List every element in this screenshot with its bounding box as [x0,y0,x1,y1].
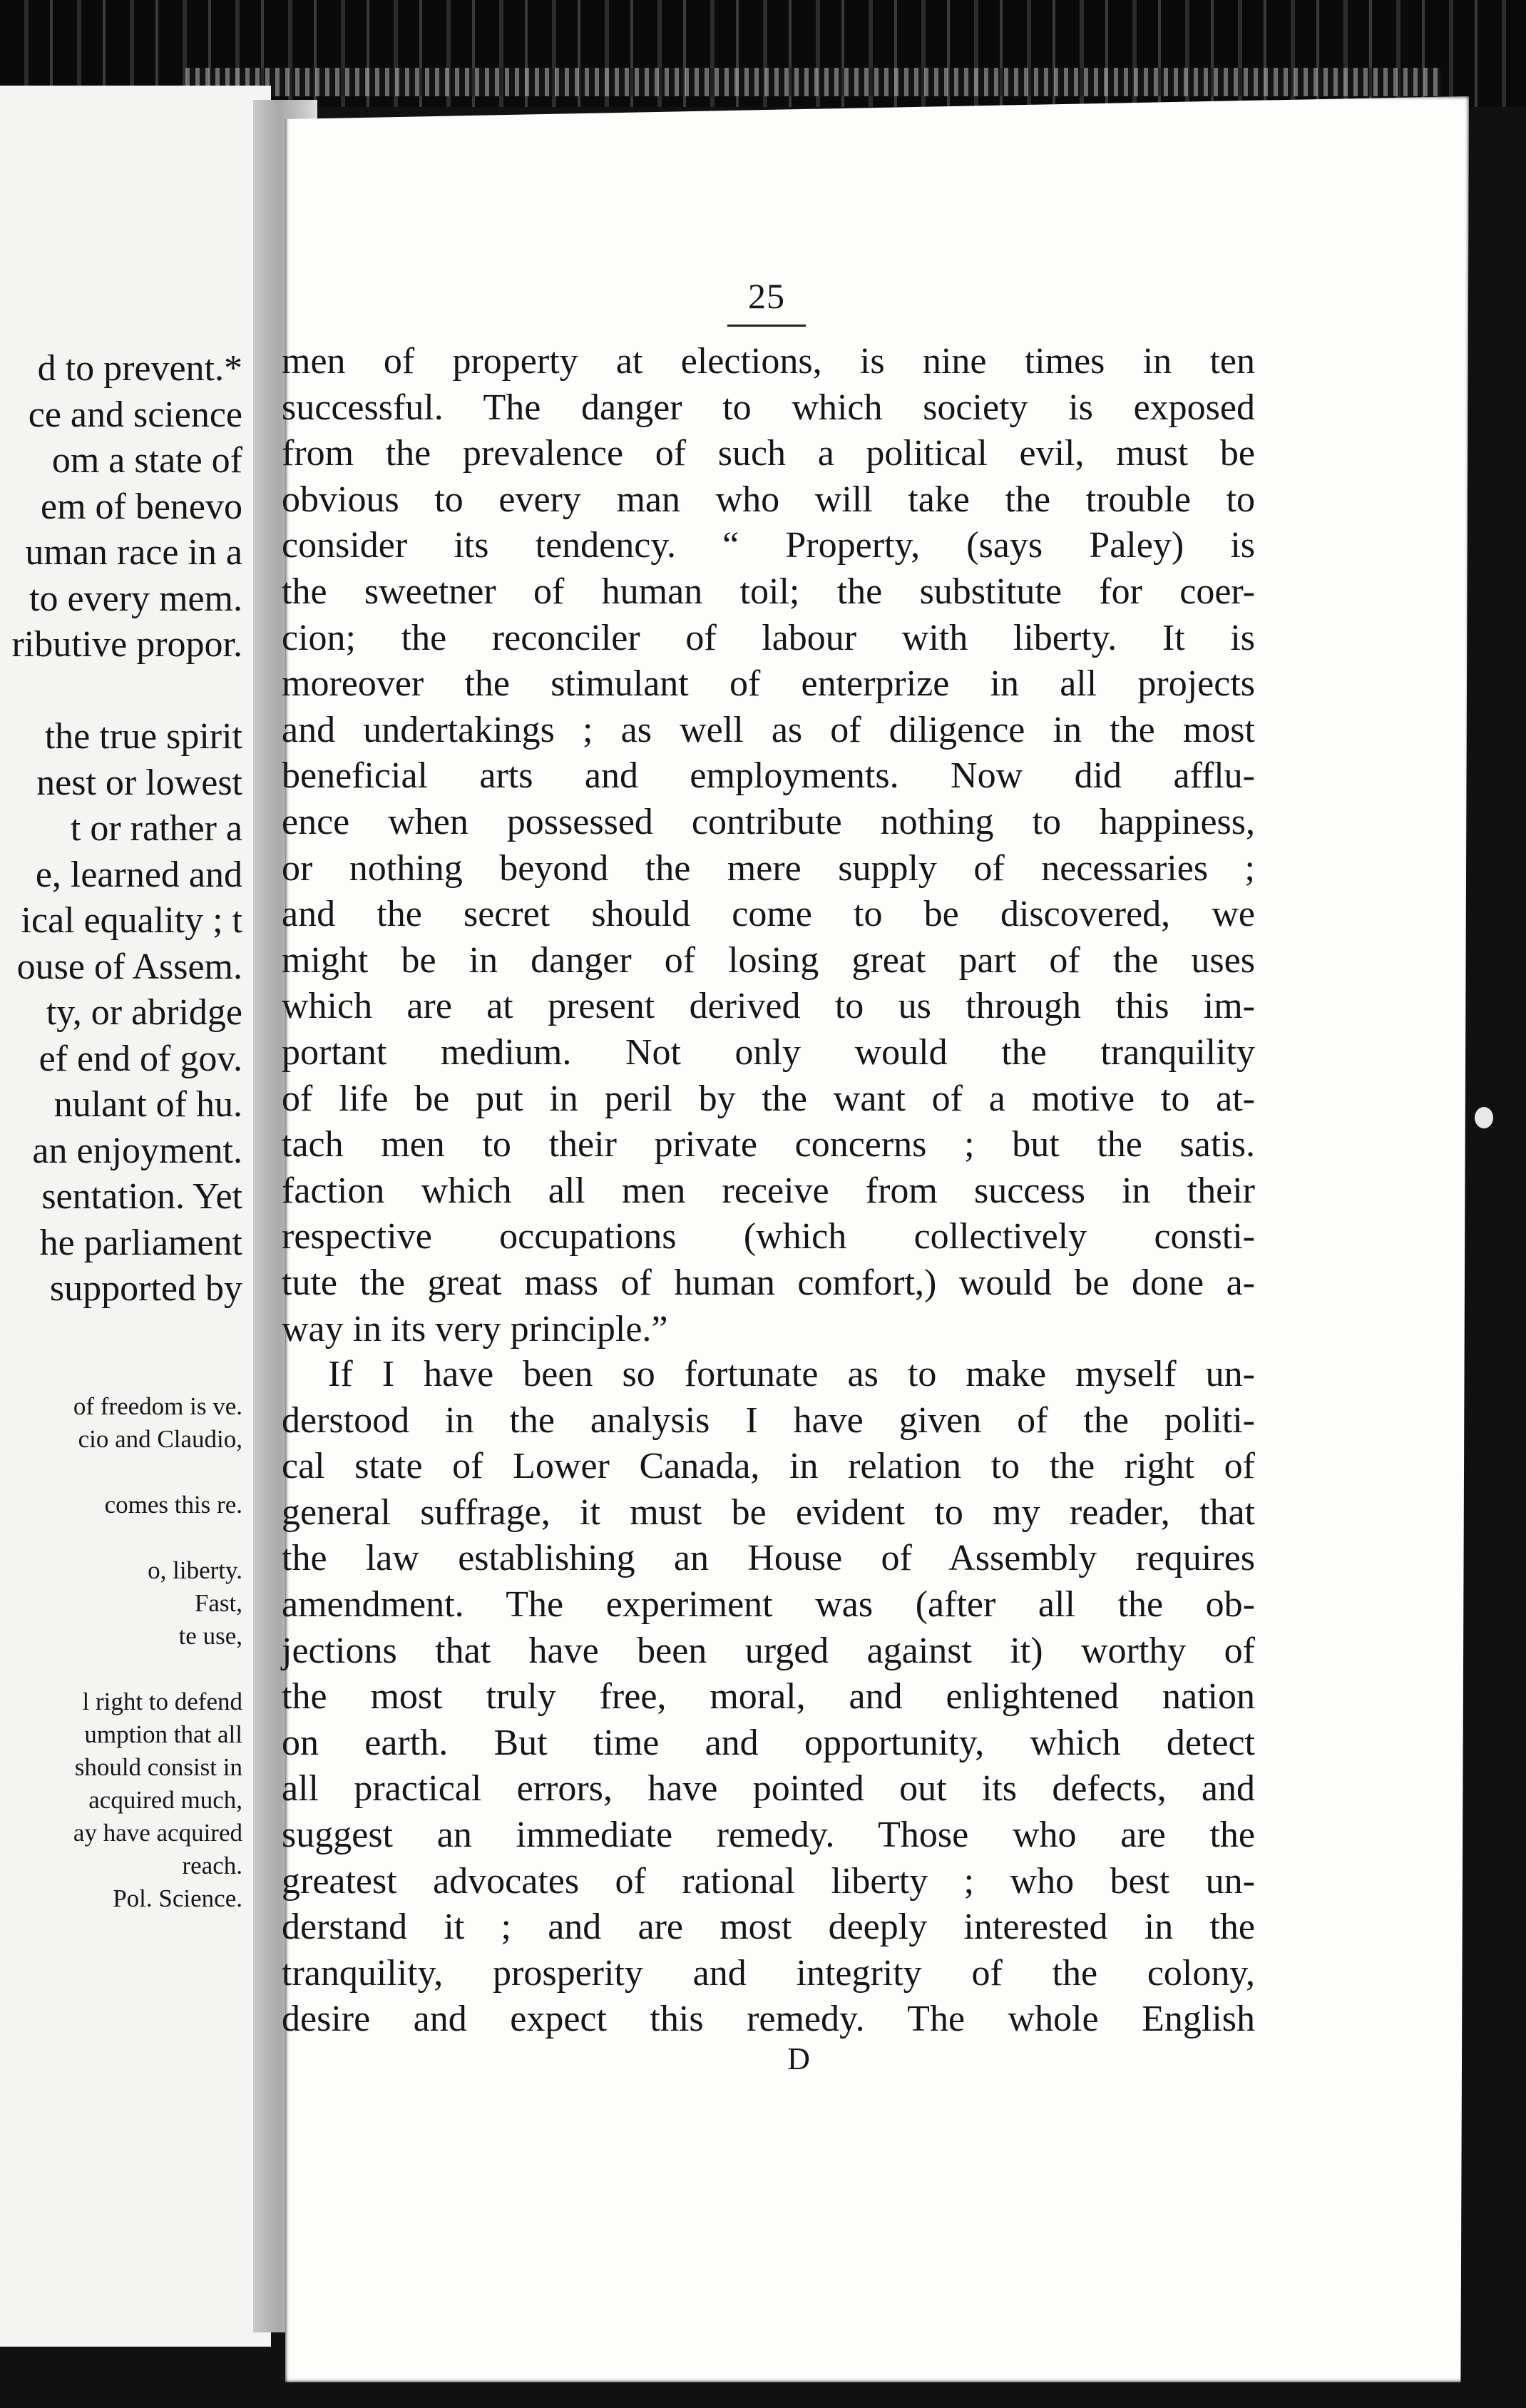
text-line: of life be put in peril by the want of a motive to at- [282,1078,1255,1119]
facing-page-line: sentation. Yet [41,1176,242,1217]
facing-page-line: supported by [49,1268,242,1309]
text-line: or nothing beyond the mere supply of necessaries ; [282,847,1255,889]
facing-page-line: nulant of hu. [53,1084,242,1125]
signature-mark: D [787,2041,810,2076]
text-line: way in its very principle.” [282,1308,668,1350]
text-line: consider its tendency. “ Property, (says Paley) is [282,525,1255,566]
facing-page-note: comes this re. [104,1491,242,1519]
text-line: cion; the reconciler of labour with liberty. It is [282,617,1255,658]
facing-page-note: acquired much, [88,1786,242,1814]
facing-page-line: ce and science [28,394,242,435]
text-line: derstood in the analysis I have given of the politi- [282,1399,1255,1441]
facing-page-line: om a state of [51,440,242,481]
facing-page-line: d to prevent.* [37,348,242,389]
text-line: all practical errors, have pointed out its defects, and [282,1768,1255,1810]
text-line: portant medium. Not only would the tranquility [282,1032,1255,1073]
page-number-rule [727,325,806,327]
text-line: If I have been so fortunate as to make myself un- [328,1354,1255,1394]
facing-page-line: t or rather a [70,808,242,849]
text-line: respective occupations (which collectively consti- [282,1216,1255,1257]
text-line: suggest an immediate remedy. Those who are the [282,1815,1255,1855]
facing-page-note: ay have acquired [73,1819,242,1847]
facing-page-note: of freedom is ve. [73,1392,242,1420]
facing-page-note: o, liberty. [148,1556,242,1584]
facing-page-line: an enjoyment. [32,1130,242,1171]
facing-page-line: em of benevo [40,486,242,527]
facing-page-note: te use, [178,1622,242,1650]
facing-page-line: uman race in a [25,532,242,573]
page-number: 25 [748,276,785,316]
text-line: the law establishing an House of Assembly requires [282,1538,1255,1579]
facing-page-left [0,86,271,2347]
facing-page-note: cio and Claudio, [78,1425,242,1453]
text-line: and the secret should come to be discovered, we [282,894,1255,935]
facing-page-line: ributive propor. [11,624,242,665]
facing-page-note: umption that all [84,1720,242,1748]
facing-page-line: nest or lowest [36,762,242,803]
facing-page-line: the true spirit [44,716,242,757]
text-line: and undertakings ; as well as of diligence in the most [282,709,1255,750]
text-line: cal state of Lower Canada, in relation to the right of [282,1446,1255,1487]
text-line: tranquility, prosperity and integrity of the colony, [282,1952,1255,1994]
facing-page-line: ouse of Assem. [16,946,242,987]
text-line: on earth. But time and opportunity, which detect [282,1722,1255,1763]
text-line: might be in danger of losing great part of the uses [282,939,1255,981]
facing-page-line: e, learned and [35,854,242,895]
text-line: moreover the stimulant of enterprize in all projects [282,663,1255,705]
facing-page-line: to every mem. [29,578,242,619]
facing-page-line: ical equality ; t [21,900,242,941]
text-line: derstand it ; and are most deeply interested in the [282,1907,1255,1948]
text-line: amendment. The experiment was (after all the ob- [282,1584,1255,1625]
text-line: men of property at elections, is nine times in ten [282,341,1255,382]
text-line: ence when possessed contribute nothing to happiness, [282,802,1255,842]
facing-page-line: ty, or abridge [46,992,242,1033]
text-line: desire and expect this remedy. The whole English [282,1999,1255,2040]
text-line: faction which all men receive from success in their [282,1170,1255,1211]
text-line: tach men to their private concerns ; but the satis. [282,1124,1255,1165]
text-line: beneficial arts and employments. Now did afflu- [282,755,1255,797]
facing-page-note: l right to defend [82,1688,242,1715]
facing-page-line: ef end of gov. [39,1038,242,1079]
facing-page-note: Fast, [194,1589,242,1617]
text-line: general suffrage, it must be evident to my reader, that [282,1491,1255,1533]
text-line: greatest advocates of rational liberty ; who best un- [282,1860,1255,1902]
text-line: tute the great mass of human comfort,) would be done a- [282,1262,1255,1303]
facing-page-line: he parliament [39,1222,242,1263]
text-line: jections that have been urged against it) worthy of [282,1630,1255,1671]
text-line: obvious to every man who will take the trouble to [282,479,1255,520]
paper-speck [1475,1107,1493,1128]
text-line: the most truly free, moral, and enlightened nation [282,1676,1255,1718]
facing-page-note: should consist in [74,1753,242,1781]
facing-page-note: Pol. Science. [113,1884,242,1912]
text-line: the sweetner of human toil; the substitute for coer- [282,571,1255,612]
facing-page-note: reach. [182,1852,242,1879]
text-line: from the prevalence of such a political evil, must be [282,433,1255,474]
text-line: successful. The danger to which society is exposed [282,387,1255,428]
text-line: which are at present derived to us through this im- [282,986,1255,1027]
